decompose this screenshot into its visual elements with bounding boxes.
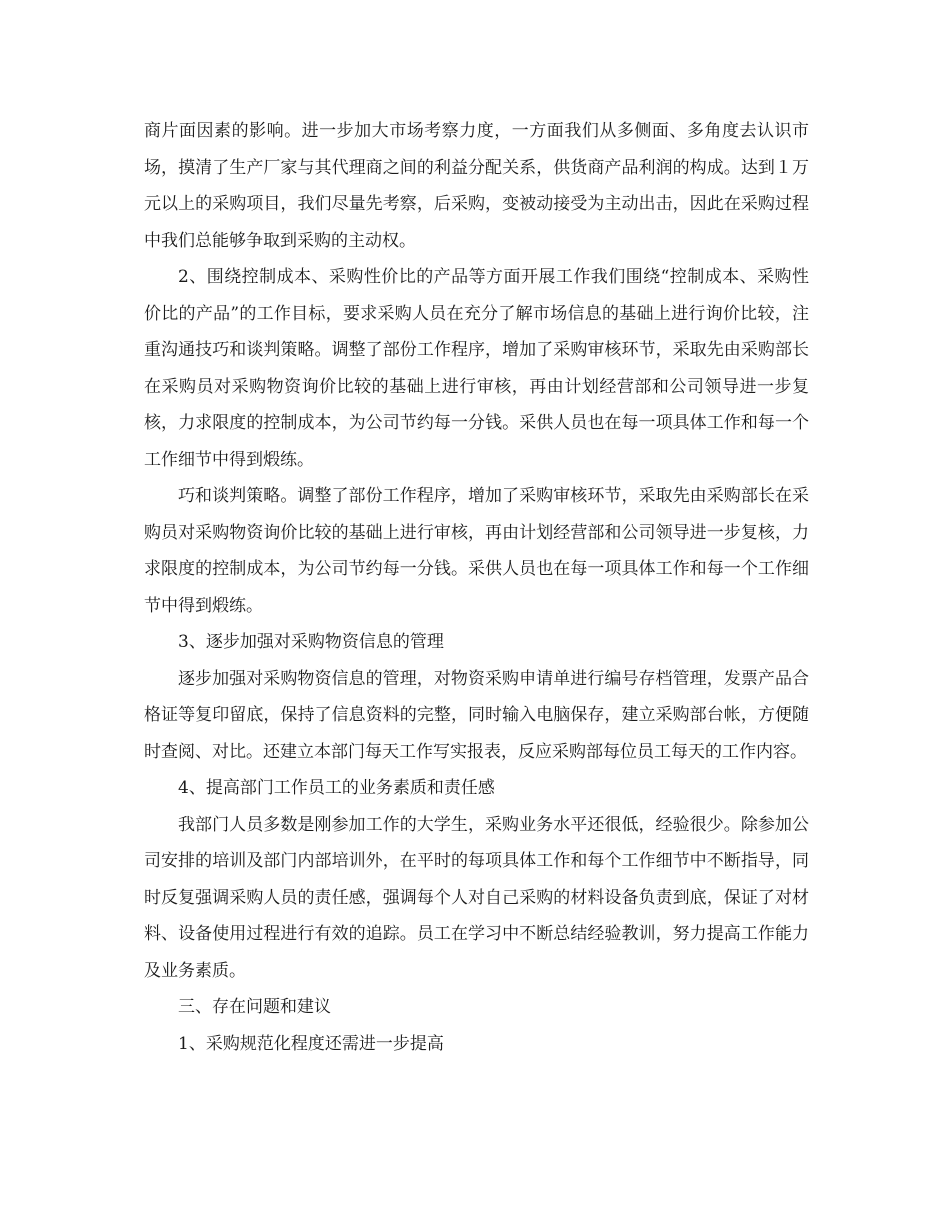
heading-standardization: 1、采购规范化程度还需进一步提高 <box>178 1033 444 1054</box>
paragraph-cost-control: 2、围绕控制成本、采购性价比的产品等方面开展工作我们围绕“控制成本、采购性价比的产品”的工作目标，要求采购人员在充分了解市场信息的基础上进行询价比较，注重沟通技巧和谈判策略。调整了部份工作程序，增加了采购审核环节，采取先由采购部长在采购员对采购物资询价比较的基础上进行审核，再由计划经营部和公司领导进一步复核，力求限度的控制成本，为公司节约每一分钱。采供人员也在每一项具体工作和每一个工作细节中得到煅练。 <box>144 267 809 470</box>
paragraph-staff-quality: 我部门人员多数是刚参加工作的大学生，采购业务水平还很低，经验很少。除参加公司安排的培训及部门内部培训外，在平时的每项具体工作和每个工作细节中不断指导，同时反复强调采购人员的责任感，强调每个人对自己采购的材料设备负责到底，保证了对材料、设备使用过程进行有效的追踪。员工在学习中不断总结经验教训，努力提高工作能力及业务素质。 <box>144 814 809 981</box>
paragraph-negotiation-strategy: 巧和谈判策略。调整了部份工作程序，增加了采购审核环节，采取先由采购部长在采购员对采购物资询价比较的基础上进行审核，再由计划经营部和公司领导进一步复核，力求限度的控制成本，为公司节约每一分钱。采供人员也在每一项具体工作和每一个工作细节中得到煅练。 <box>144 486 809 616</box>
paragraph-information-management: 逐步加强对采购物资信息的管理，对物资采购申请单进行编号存档管理，发票产品合格证等复印留底，保持了信息资料的完整，同时输入电脑保存，建立采购部台帐，方便随时查阅、对比。还建立本部门每天工作写实报表，反应采购部每位员工每天的工作内容。 <box>144 668 809 762</box>
document-body <box>144 113 809 1062</box>
heading-problems-suggestions: 三、存在问题和建议 <box>178 997 331 1017</box>
heading-staff-quality: 4、提高部门工作员工的业务素质和责任感 <box>178 778 495 798</box>
heading-information-management: 3、逐步加强对采购物资信息的管理 <box>178 632 444 652</box>
paragraph-market-research: 商片面因素的影响。进一步加大市场考察力度，一方面我们从多侧面、多角度去认识市场，摸清了生产厂家与其代理商之间的利益分配关系，供货商产品利润的构成。达到１万元以上的采购项目，我们尽量先考察，后采购，变被动接受为主动出击，因此在采购过程中我们总能够争取到采购的主动权。 <box>144 121 809 251</box>
